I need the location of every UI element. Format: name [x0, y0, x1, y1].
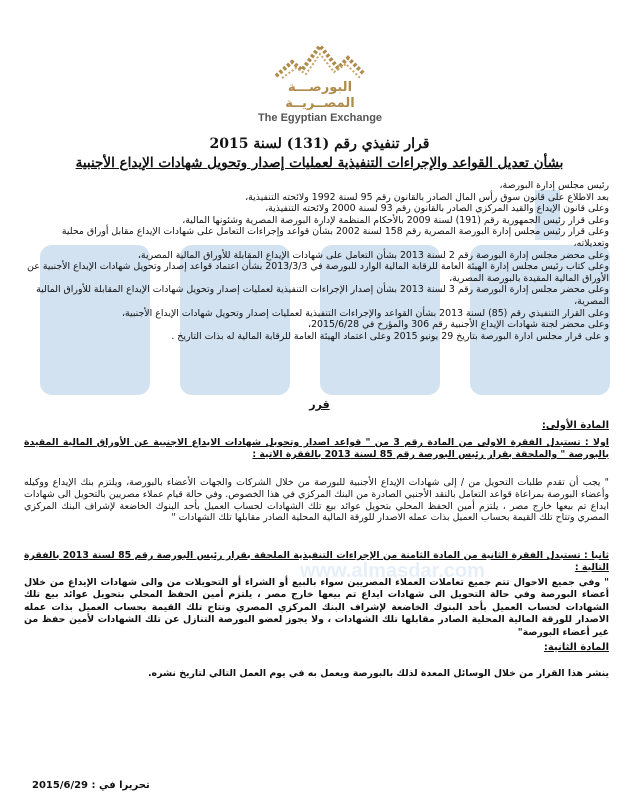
logo-arabic-name: البورصـــة المصــريــة	[285, 80, 355, 111]
issue-date	[32, 780, 150, 791]
article2-heading: المادة الثانية:	[543, 642, 609, 653]
exchange-mountain-icon	[272, 40, 368, 80]
article1-clause2-body: " وفي جميع الاحوال تتم جميع تعاملات العملاء المصريين سواء بالبيع أو الشراء أو التحويلات من والى شهادات الإيداع من خلال أعضاء البورصة وفي حالة التحويل الى شهادات ايداع تم بيعها خارج مصر ، يلتزم أمين الحفظ المحلي بتحويل عوائد بيع تلك الشهادات لحساب العميل بأحد البنوك الخاضعة لإشراف البنك المركزي المصري وتتاح تلك القيمة بحساب العميل بذات عمله الاصدار للورقة المالية المحلية الصادر مقابلها تلك الشهادات ، ولا يجوز لعضو البورصة التنازل عن تلك الشهادات لأمين حفظ من غير أعضاء البورصة"	[24, 577, 609, 638]
issue-date-value: 2015/6/29	[32, 780, 89, 791]
article1-clause2-title: ثانيا : تستبدل الفقرة الثانية من المادة الثامنة من الإجراءات التنفيذية الملحقة بقرار رئيس البورصة رقم 85 لسنة 2013 بالفقرة التالية :	[24, 550, 609, 573]
preamble-line: وعلى محضر مجلس إدارة البورصة رقم 2 لسنة 2013 بشأن التعامل على شهادات الإيداع المقابلة للأوراق المالية المصرية،	[137, 249, 609, 261]
preamble-line: وعلى كتاب رئيس مجلس إدارة الهيئة العامة للرقابة المالية الوارد للبورصة في 2013/3/3 بشأن اعتماد قواعد إصدار وتحويل شهادات الإيداع الأجنبية عن الأوراق المالية المقيدة بالبورصة المصرية،	[27, 261, 609, 284]
preamble	[24, 180, 609, 342]
egyptian-exchange-logo	[256, 40, 384, 130]
preamble-line: و على قرار مجلس ادارة البورصة بتاريخ 29 يونيو 2015 وعلى اعتماد الهيئة العامة للرقابة المالية له بذات التاريخ .	[171, 330, 609, 342]
article2-body: ينشر هذا القرار من خلال الوسائل المعدة لذلك بالبورصة ويعمل به في يوم العمل التالي لتاريخ نشره.	[147, 668, 609, 679]
preamble-line: وعلى محضر لجنة شهادات الإيداع الأجنبية رقم 306 والمؤرخ في 2015/6/28،	[308, 319, 609, 331]
preamble-line: وعلى محضر مجلس إدارة البورصة رقم 3 لسنة 2013 بشأن إصدار الإجراءات التنفيذية لعمليات إصدار وتحويل شهادات الإيداع المقابلة للأوراق المالية المصرية،	[36, 284, 609, 307]
watermark-url: www.almasdar.com	[300, 560, 485, 582]
article1-heading: المادة الأولى:	[541, 420, 609, 431]
preamble-line: وعلى القرار التنفيذي رقم (85) لسنة 2013 بشأن القواعد والإجراءات التنفيذية لعمليات إصدار وتحويل شهادات الإيداع الأجنبية،	[121, 307, 609, 319]
article1-clause1-body: " يجب أن تقدم طلبات التحويل من / إلى شهادات الإيداع الأجنبية للبورصة من خلال الشركات والجهات الأعضاء بالبورصة، ويلتزم بنك الإيداع ووكيله وأعضاء البورصة بمراعاة قواعد التعامل بالنقد الأجنبي الصادرة من البنك المركزي في هذا الخصوص. وفي حالة قيام عملاء مصريين بالتحويل الى شهادات ايداع تم بيعها خارج مصر ، يلتزم أمين الحفظ المحلي بتحويل عوائد بيع تلك الشهادات لحساب العميل بأحد البنوك الخاضعة لإشراف البنك المركزي المصري وتتاح تلك القيمة بحساب العميل بذات عمله الاصدار للورقة المالية المحلية الصادر مقابلها تلك الشهادات "	[24, 477, 609, 524]
preamble-line: وعلى قانون الإيداع والقيد المركزي الصادر بالقانون رقم 93 لسنة 2000 ولائحته التنفيذية،	[265, 203, 609, 215]
preamble-line: وعلى قرار رئيس الجمهورية رقم (191) لسنة 2009 بالأحكام المنظمة لإدارة البورصة المصرية وشئونها المالية،	[182, 214, 609, 226]
logo-english-name: The Egyptian Exchange	[257, 112, 383, 124]
article1-clause1-title: اولا : تستبدل الفقرة الاولى من المادة رقم 3 من " قواعد اصدار وتحويل شهادات الايداع الاجنبية عن الأوراق المالية المقيدة بالبورصة " والملحقة بقرار رئيس البورصة رقم 85 لسنة 2013 بالفقرة الاتية :	[24, 437, 610, 460]
preamble-line: بعد الاطلاع على قانون سوق رأس المال الصادر بالقانون رقم 95 لسنة 1992 ولائحته التنفيذية،	[245, 191, 609, 203]
preamble-line: وعلى قرار رئيس مجلس إدارة البورصة المصرية رقم 158 لسنة 2002 بشأن قواعد وإجراءات التعامل على شهادات الإيداع مقابل أوراق محلية وتعديلاته،	[61, 226, 609, 249]
decision-title: قرار تنفيذي رقم (131) لسنة 2015	[209, 136, 430, 152]
issue-date-label: تحريرا في :	[91, 780, 150, 791]
preamble-line: رئيس مجلس إدارة البورصة،	[499, 180, 609, 191]
decision-subject: بشأن تعديل القواعد والإجراءات التنفيذية لعمليات إصدار وتحويل شهادات الإيداع الأجنبية	[75, 155, 564, 171]
decision-heading: قرر	[309, 398, 330, 411]
